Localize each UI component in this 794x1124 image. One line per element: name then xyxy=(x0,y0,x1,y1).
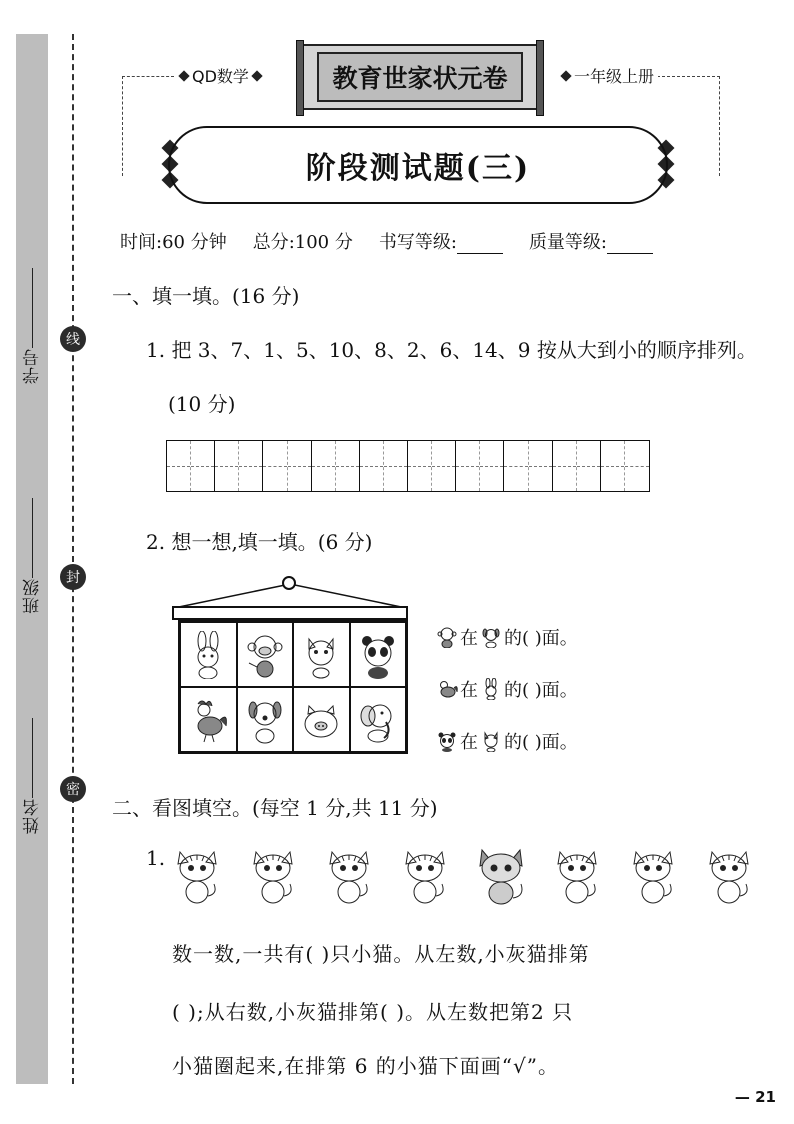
page-number: — 21 xyxy=(734,1088,776,1106)
quality-grade xyxy=(529,228,653,254)
header-left-tag xyxy=(176,64,265,87)
position-sentence-2 xyxy=(436,676,578,702)
name-label: 姓名 xyxy=(22,798,43,834)
seal-mi: 密 xyxy=(60,776,86,802)
grid-cell[interactable] xyxy=(360,441,384,491)
grid-cell[interactable] xyxy=(529,441,553,491)
question-2-1-line-1[interactable]: 数一数,一共有( )只小猫。从左数,小灰猫排第 xyxy=(172,942,590,966)
elephant-icon xyxy=(356,696,400,744)
cat-row xyxy=(170,846,756,906)
grid-cell[interactable] xyxy=(263,441,287,491)
rabbit-icon xyxy=(480,678,502,700)
section-1-heading: 一、填一填。(16 分) xyxy=(112,284,300,308)
rooster-icon xyxy=(186,696,230,744)
board-rod xyxy=(172,606,408,620)
cat-icon[interactable] xyxy=(702,846,756,906)
exam-meta xyxy=(120,228,653,254)
question-2-1-number: 1. xyxy=(146,846,166,870)
total-info: 总分:100 分 xyxy=(252,232,353,253)
name-blank[interactable] xyxy=(32,718,33,798)
hook-icon xyxy=(282,576,296,590)
binding-strip xyxy=(16,34,48,1084)
name-field xyxy=(16,714,48,834)
grid-cell[interactable] xyxy=(408,441,432,491)
board-cell-monkey xyxy=(237,622,294,687)
grid-cell[interactable] xyxy=(601,441,625,491)
writing-grade-label: 书写等级: xyxy=(378,232,457,253)
grid-cell[interactable] xyxy=(336,441,360,491)
class-blank[interactable] xyxy=(32,498,33,578)
grid-cell[interactable] xyxy=(215,441,239,491)
board-cell-elephant xyxy=(350,687,407,752)
cut-line xyxy=(72,34,74,1084)
position-sentence-1 xyxy=(436,624,578,650)
rabbit-icon xyxy=(186,631,230,679)
scroll-rod-icon xyxy=(536,40,544,116)
monkey-icon xyxy=(436,626,458,648)
question-1-text: 1. 把 3、7、1、5、10、8、2、6、14、9 按从大到小的顺序排列。 xyxy=(146,338,757,362)
scroll-rod-icon xyxy=(296,40,304,116)
grid-cell[interactable] xyxy=(577,441,601,491)
page-title: 阶段测试题(三) xyxy=(305,151,531,186)
animal-board xyxy=(178,620,408,754)
diamond-icon xyxy=(560,70,571,81)
cat-icon[interactable] xyxy=(170,846,224,906)
grid-cell[interactable] xyxy=(312,441,336,491)
grid-cell[interactable] xyxy=(239,441,263,491)
grid-cell[interactable] xyxy=(625,441,649,491)
grid-cell[interactable] xyxy=(504,441,528,491)
grade-label: 一年级上册 xyxy=(574,67,655,86)
cat-icon[interactable] xyxy=(626,846,680,906)
gray-cat-icon[interactable] xyxy=(474,846,528,906)
seal-feng: 封 xyxy=(60,564,86,590)
board-cell-cat xyxy=(293,622,350,687)
seal-xian: 线 xyxy=(60,326,86,352)
diamond-icon xyxy=(178,70,189,81)
question-2-heading: 2. 想一想,填一填。(6 分) xyxy=(146,530,373,554)
title-box xyxy=(168,126,668,204)
quality-grade-label: 质量等级: xyxy=(528,232,608,253)
board-cell-panda xyxy=(350,622,407,687)
writing-grade-blank[interactable] xyxy=(457,236,503,254)
position-sentence-3 xyxy=(436,728,578,754)
monkey-icon xyxy=(243,631,287,679)
cat-icon xyxy=(480,730,502,752)
sentence-tail[interactable]: 的( )面。 xyxy=(504,628,578,649)
cat-icon[interactable] xyxy=(398,846,452,906)
grid-cell[interactable] xyxy=(191,441,215,491)
series-banner xyxy=(302,44,538,110)
grid-cell[interactable] xyxy=(553,441,577,491)
grid-cell[interactable] xyxy=(432,441,456,491)
question-2-1-line-3: 小猫圈起来,在排第 6 的小猫下面画“√”。 xyxy=(172,1054,559,1078)
section-2-heading: 二、看图填空。(每空 1 分,共 11 分) xyxy=(112,796,438,820)
time-info: 时间:60 分钟 xyxy=(120,232,227,253)
series-name: 教育世家状元卷 xyxy=(317,52,523,102)
rooster-icon xyxy=(436,678,458,700)
cat-icon[interactable] xyxy=(322,846,376,906)
in-word: 在 xyxy=(460,680,478,701)
writing-grade xyxy=(379,228,503,254)
grid-cell[interactable] xyxy=(288,441,312,491)
diamond-icon xyxy=(251,70,262,81)
cat-icon[interactable] xyxy=(550,846,604,906)
header-right-tag xyxy=(558,64,658,87)
class-field xyxy=(16,494,48,614)
cat-icon[interactable] xyxy=(246,846,300,906)
board-cell-dog xyxy=(237,687,294,752)
dog-icon xyxy=(243,696,287,744)
student-id-field xyxy=(16,264,48,384)
quality-grade-blank[interactable] xyxy=(607,236,653,254)
question-2-1-line-2[interactable]: ( );从右数,小灰猫排第( )。从左数把第2 只 xyxy=(172,1000,574,1024)
answer-grid[interactable] xyxy=(166,440,650,492)
student-id-label: 学号 xyxy=(22,348,43,384)
cat-icon xyxy=(299,631,343,679)
board-cell-rooster xyxy=(180,687,237,752)
sentence-tail[interactable]: 的( )面。 xyxy=(504,680,578,701)
grid-cell[interactable] xyxy=(167,441,191,491)
grid-cell[interactable] xyxy=(384,441,408,491)
question-1-points: (10 分) xyxy=(168,392,236,416)
board-cell-rabbit xyxy=(180,622,237,687)
panda-icon xyxy=(356,631,400,679)
in-word: 在 xyxy=(460,628,478,649)
grid-cell[interactable] xyxy=(456,441,480,491)
subject-label: QD数学 xyxy=(192,67,249,86)
in-word: 在 xyxy=(460,732,478,753)
class-label: 班级 xyxy=(22,578,43,614)
dog-icon xyxy=(480,626,502,648)
grid-cell[interactable] xyxy=(480,441,504,491)
pig-icon xyxy=(299,696,343,744)
panda-icon xyxy=(436,730,458,752)
sentence-tail[interactable]: 的( )面。 xyxy=(504,732,578,753)
board-cell-pig xyxy=(293,687,350,752)
student-id-blank[interactable] xyxy=(32,268,33,348)
